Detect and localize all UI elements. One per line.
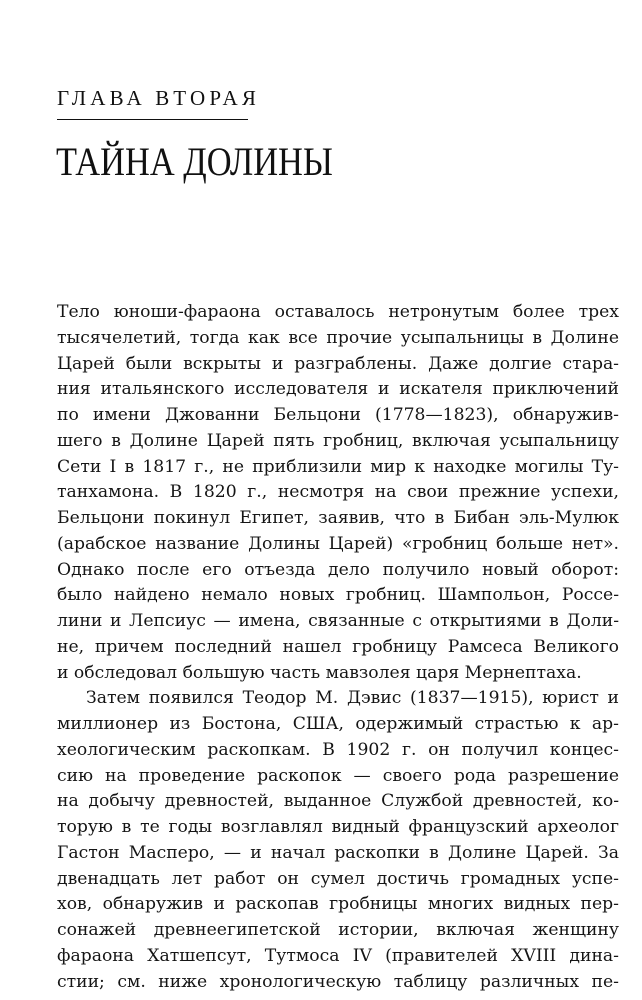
text-line: Сети I в 1817 г., не приблизили мир к находке могилы Ту-: [57, 456, 619, 477]
text-line: Затем появился Теодор М. Дэвис (1837—1915), юрист и: [86, 688, 619, 709]
text-line: торую в те годы возглавлял видный французский археолог: [57, 817, 619, 837]
text-line: и обследовал большую часть мавзолея царя Мернептаха.: [57, 662, 582, 683]
text-line: Царей были вскрыты и разграблены. Даже долгие стара-: [57, 353, 619, 374]
text-line: шего в Долине Царей пять гробниц, включая усыпальницу: [57, 430, 619, 451]
text-line: хов, обнаружив и раскопав гробницы многих видных пер-: [57, 894, 619, 915]
text-line: не, причем последний нашел гробницу Рамсеса Великого: [57, 636, 619, 657]
text-line: миллионер из Бостона, США, одержимый страстью к ар-: [57, 714, 619, 734]
text-line: было найдено немало новых гробниц. Шампольон, Россе-: [57, 585, 619, 606]
chapter-rule-divider: [57, 119, 248, 120]
text-line: танхамона. В 1820 г., несмотря на свои прежние успехи,: [57, 482, 619, 503]
text-line: двенадцать лет работ он сумел достичь громадных успе-: [57, 868, 619, 889]
text-line: хеологическим раскопкам. В 1902 г. он получил концес-: [57, 739, 619, 760]
text-line: Бельцони покинул Египет, заявив, что в Бибан эль-Мулюк: [57, 508, 619, 528]
text-line: ния итальянского исследователя и искателя приключений: [57, 379, 619, 400]
paragraph-2: [57, 686, 619, 995]
body-text: [57, 300, 619, 995]
text-line: тысячелетий, тогда как все прочие усыпальницы в Долине: [57, 327, 619, 348]
chapter-label: ГЛАВА ВТОРАЯ: [57, 86, 261, 110]
text-line: по имени Джованни Бельцони (1778—1823), обнаружив-: [57, 405, 619, 425]
paragraph-1: [57, 300, 619, 686]
text-line: сию на проведение раскопок — своего рода разрешение: [57, 765, 619, 786]
text-line: (арабское название Долины Царей) «гробниц больше нет».: [57, 533, 619, 554]
text-line: на добычу древностей, выданное Службой древностей, ко-: [57, 791, 619, 812]
chapter-title: ТАЙНА ДОЛИНЫ: [56, 139, 333, 184]
text-line: стии; см. ниже хронологическую таблицу различных пе-: [57, 971, 619, 992]
text-line: фараона Хатшепсут, Тутмоса IV (правителей XVIII дина-: [57, 945, 619, 966]
text-line: Тело юноши-фараона оставалось нетронутым более трех: [57, 302, 619, 322]
text-line: сонажей древнеегипетской истории, включая женщину: [57, 920, 619, 940]
text-line: Гастон Масперо, — и начал раскопки в Долине Царей. За: [57, 842, 619, 863]
text-line: лини и Лепсиус — имена, связанные с открытиями в Доли-: [57, 611, 619, 631]
text-line: Однако после его отъезда дело получило новый оборот:: [57, 559, 619, 580]
